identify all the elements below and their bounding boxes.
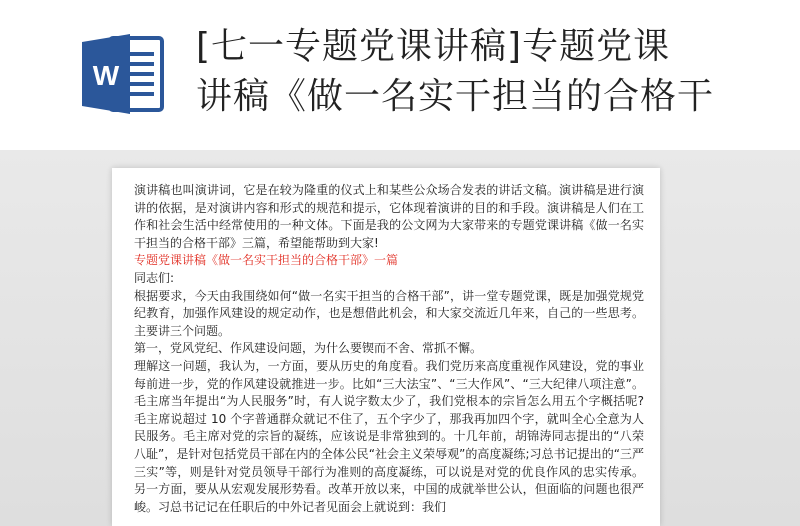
- header: [0, 0, 800, 150]
- body-paragraph-2: 第一，党风党纪、作风建设问题，为什么要锲而不舍、常抓不懈。: [134, 341, 483, 356]
- body-paragraph-3: 理解这一问题，我认为，一方面，要从历史的角度看。我们党历来高度重视作风建设，党的事业每前进一步，党的作风建设就推进一步。比如“三大法宝”、“三大作风”、“三大纪律八项注意”。毛主席当年提出“为人民服务”时，有人说字数太少了，我们党根本的宗旨怎么用五个字概括呢?毛主席说超过 10 个字普通群众就记不住了，五个字少了，那我再加四个字，就叫全心全意为人民服务。毛主席对党的宗旨的凝练，应该说是非常独到的。十几年前，胡锦涛同志提出的“八荣八耻”，是针对包括党员干部在内的全体公民“社会主义荣辱观”的高度凝练;习总书记提出的“三严三实”等，则是针对党员领导干部行为准则的高度凝练，可以说是对党的优良作风的忠实传承。另一方面，要从从宏观发展形势看。改革开放以来，中国的成就举世公认，但面临的问题也很严峻。习总书记记在任职后的中外记者见面会上就说到：我们: [134, 358, 644, 514]
- document-page: [112, 168, 660, 526]
- body-paragraph-1: 根据要求，今天由我围绕如何“做一名实干担当的合格干部”，讲一堂专题党课，既是加强党规党纪教育，加强作风建设的规定动作，也是想借此机会，和大家交流近几年来，自己的一些思考。主要讲三个问题。: [134, 288, 644, 338]
- red-heading: 专题党课讲稿《做一名实干担当的合格干部》一篇: [134, 253, 399, 268]
- intro-paragraph: 演讲稿也叫演讲词，它是在较为隆重的仪式上和某些公众场合发表的讲话文稿。演讲稿是进行演讲的依据，是对演讲内容和形式的规范和提示，它体现着演讲的目的和手段。演讲稿是人们在工作和社会生活中经常使用的一种文体。下面是我的公文网为大家带来的专题党课讲稿《做一名实干担当的合格干部》三篇，希望能帮助到大家!: [134, 183, 644, 250]
- word-icon-letter: W: [92, 60, 120, 91]
- title-line-1: [七一专题党课讲稿]专题党课: [196, 26, 671, 67]
- word-icon: [76, 28, 168, 120]
- document-content: [134, 182, 644, 516]
- title-line-2: 讲稿《做一名实干担当的合格干: [196, 76, 715, 117]
- salutation: 同志们:: [134, 270, 175, 285]
- page-title: [196, 22, 756, 122]
